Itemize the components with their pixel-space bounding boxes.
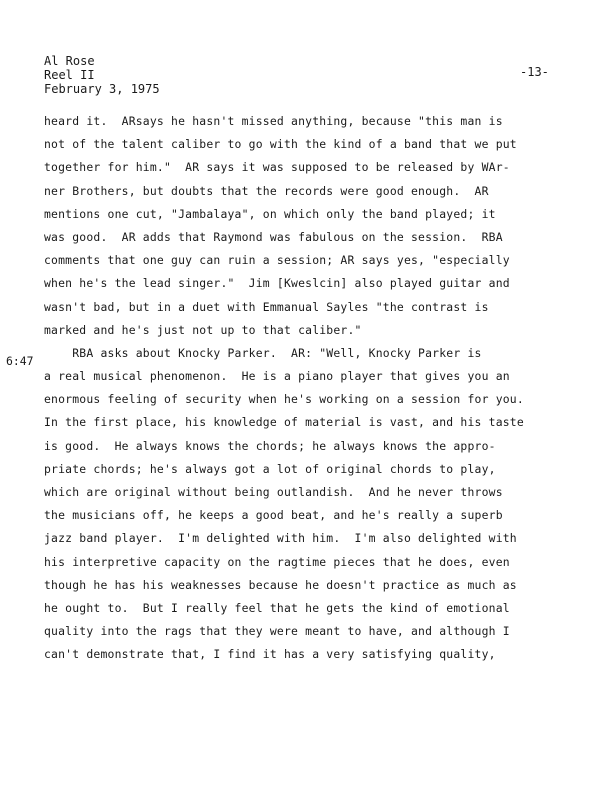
document-header — [44, 54, 160, 97]
text-line: is good. He always knows the chords; he always knows the appro- — [44, 438, 496, 453]
text-line: enormous feeling of security when he's working on a session for you. — [44, 392, 524, 407]
text-line: was good. AR adds that Raymond was fabulous on the session. RBA — [44, 229, 503, 244]
text-line: the musicians off, he keeps a good beat, and he's really a superb — [44, 508, 503, 523]
text-line: mentions one cut, "Jambalaya", on which only the band played; it — [44, 206, 496, 221]
tape-timestamp: 6:47 — [6, 354, 34, 368]
interview-date: February 3, 1975 — [44, 82, 160, 97]
text-line: he ought to. But I really feel that he gets the kind of emotional — [44, 600, 510, 615]
text-line: In the first place, his knowledge of material is vast, and his taste — [44, 415, 524, 430]
text-line: not of the talent caliber to go with the kind of a band that we put — [44, 137, 517, 152]
text-line: priate chords; he's always got a lot of original chords to play, — [44, 461, 496, 476]
text-line: though he has his weaknesses because he doesn't practice as much as — [44, 577, 517, 592]
text-line: when he's the lead singer." Jim [Kweslcin] also played guitar and — [44, 276, 510, 291]
text-line: wasn't bad, but in a duet with Emmanual Sayles "the contrast is — [44, 299, 489, 314]
text-line: his interpretive capacity on the ragtime pieces that he does, even — [44, 554, 510, 569]
text-line: a real musical phenomenon. He is a piano player that gives you an — [44, 369, 510, 384]
text-line: heard it. ARsays he hasn't missed anything, because "this man is — [44, 114, 503, 128]
text-line: can't demonstrate that, I find it has a very satisfying quality, — [44, 647, 496, 662]
text-line: marked and he's just not up to that caliber." — [44, 322, 362, 337]
text-line: comments that one guy can ruin a session; AR says yes, "especially — [44, 253, 510, 268]
text-line: RBA asks about Knocky Parker. AR: "Well, Knocky Parker is — [44, 345, 482, 360]
transcript-body — [44, 110, 604, 667]
text-line: quality into the rags that they were meant to have, and although I — [44, 624, 510, 639]
reel-label: Reel II — [44, 68, 95, 83]
page-number: -13- — [520, 65, 549, 79]
text-line: together for him." AR says it was supposed to be released by WAr- — [44, 160, 510, 175]
text-line: which are original without being outlandish. And he never throws — [44, 485, 503, 499]
interviewee-name: Al Rose — [44, 54, 95, 68]
text-line: jazz band player. I'm delighted with him. I'm also delighted with — [44, 531, 517, 546]
text-line: ner Brothers, but doubts that the records were good enough. AR — [44, 183, 489, 198]
